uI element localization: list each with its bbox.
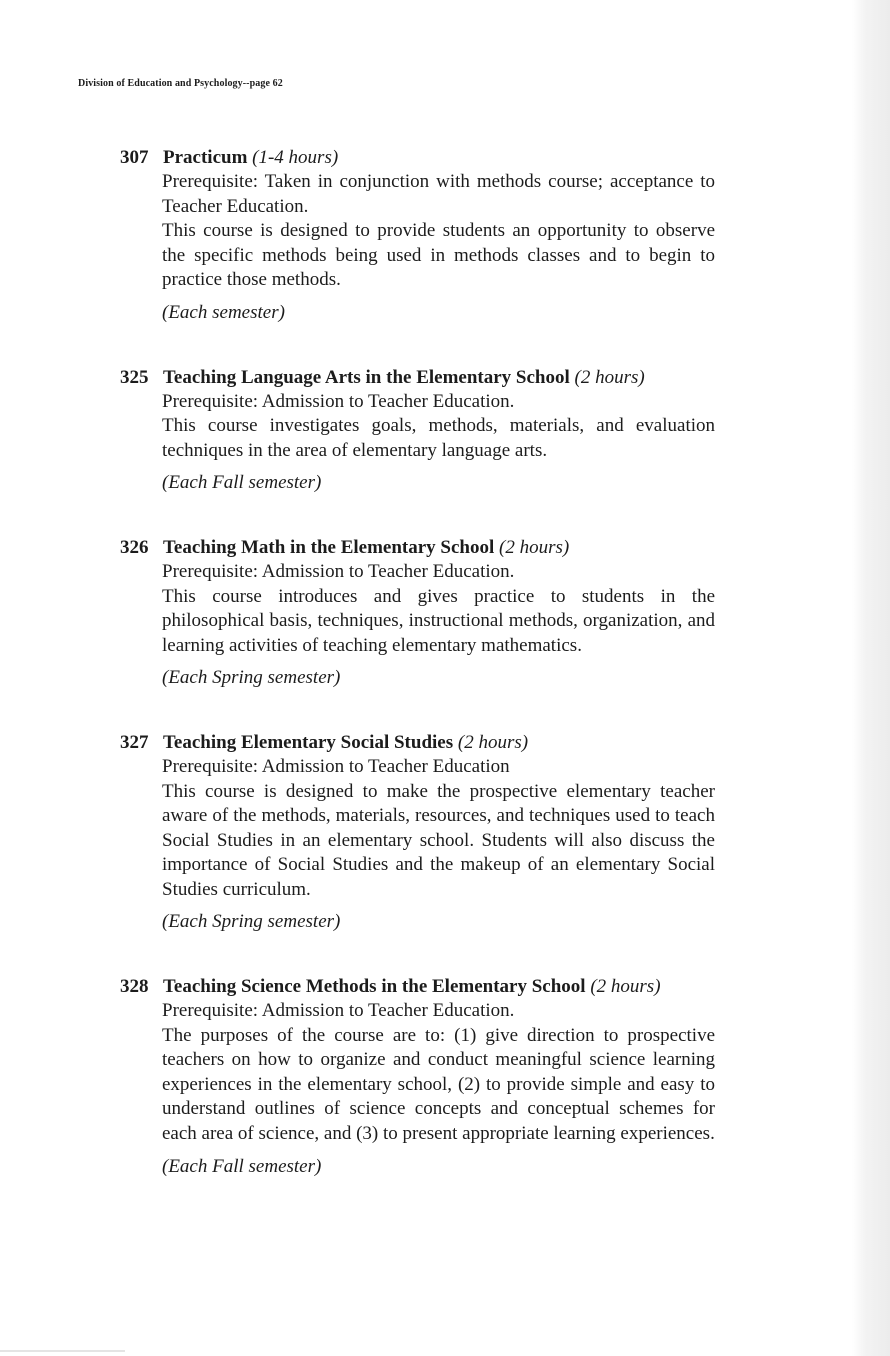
course-offering: (Each Spring semester) bbox=[162, 911, 341, 933]
course-description: This course introduces and gives practice to students in the philosophical basis, techniques, instructional methods, organization, and learning activities of teaching elementary mathematics. bbox=[162, 585, 715, 656]
course-hours: (2 hours) bbox=[457, 731, 529, 753]
course-body bbox=[162, 999, 715, 1179]
course-heading bbox=[120, 146, 715, 170]
course-body bbox=[162, 755, 715, 935]
course-description: The purposes of the course are to: (1) give direction to prospective teachers on how to organize and conduct meaningful science learning experiences in the elementary school, (2) to provide simple and easy to understand outlines of science concepts and conceptual schemes for each area of science, and (3) to present appropriate learning experiences. bbox=[162, 1024, 715, 1145]
course-list bbox=[120, 146, 715, 1219]
course-body bbox=[162, 170, 715, 326]
course-prerequisite: Prerequisite: Taken in conjunction with methods course; acceptance to Teacher Education. bbox=[162, 171, 715, 217]
course-number: 328 bbox=[120, 976, 149, 998]
course-prerequisite: Prerequisite: Admission to Teacher Education. bbox=[162, 560, 515, 582]
course-heading bbox=[120, 366, 715, 390]
course-prerequisite: Prerequisite: Admission to Teacher Education. bbox=[162, 1000, 515, 1022]
course-title: Teaching Elementary Social Studies bbox=[163, 731, 454, 753]
course-title: Teaching Science Methods in the Elementary School bbox=[163, 976, 586, 998]
course-entry-327 bbox=[120, 731, 715, 935]
course-entry-328 bbox=[120, 975, 715, 1179]
course-offering: (Each semester) bbox=[162, 301, 285, 323]
course-title: Teaching Language Arts in the Elementary School bbox=[163, 366, 570, 388]
course-entry-307 bbox=[120, 146, 715, 326]
course-heading bbox=[120, 731, 715, 755]
course-number: 327 bbox=[120, 731, 149, 753]
scan-edge-shadow bbox=[852, 0, 890, 1356]
course-body bbox=[162, 390, 715, 496]
course-description: This course investigates goals, methods, materials, and evaluation techniques in the area of elementary language arts. bbox=[162, 415, 715, 461]
course-description: This course is designed to provide students an opportunity to observe the specific methods being used in methods classes and to begin to practice those methods. bbox=[162, 220, 715, 291]
course-hours: (2 hours) bbox=[499, 536, 570, 558]
course-heading bbox=[120, 975, 715, 999]
footer-rule bbox=[0, 1350, 125, 1352]
course-heading bbox=[120, 536, 715, 560]
course-description: This course is designed to make the prospective elementary teacher aware of the methods, materials, resources, and techniques used to teach Social Studies in an elementary school. Students will also discuss the importance of Social Studies and the makeup of an elementary Social Studies curriculum. bbox=[162, 780, 715, 900]
course-hours: (1-4 hours) bbox=[252, 147, 339, 168]
course-entry-325 bbox=[120, 366, 715, 496]
course-title: Practicum bbox=[163, 147, 248, 168]
course-prerequisite: Prerequisite: Admission to Teacher Education bbox=[162, 755, 510, 777]
course-hours: (2 hours) bbox=[574, 366, 645, 388]
course-number: 307 bbox=[120, 147, 149, 168]
course-offering: (Each Fall semester) bbox=[162, 472, 322, 494]
course-prerequisite: Prerequisite: Admission to Teacher Education. bbox=[162, 390, 515, 412]
course-body bbox=[162, 560, 715, 691]
course-number: 326 bbox=[120, 536, 149, 558]
course-number: 325 bbox=[120, 366, 149, 388]
course-entry-326 bbox=[120, 536, 715, 691]
course-offering: (Each Spring semester) bbox=[162, 667, 341, 689]
course-hours: (2 hours) bbox=[590, 976, 661, 998]
course-offering: (Each Fall semester) bbox=[162, 1155, 322, 1177]
course-title: Teaching Math in the Elementary School bbox=[163, 536, 495, 558]
running-head: Division of Education and Psychology--page 62 bbox=[78, 78, 283, 89]
